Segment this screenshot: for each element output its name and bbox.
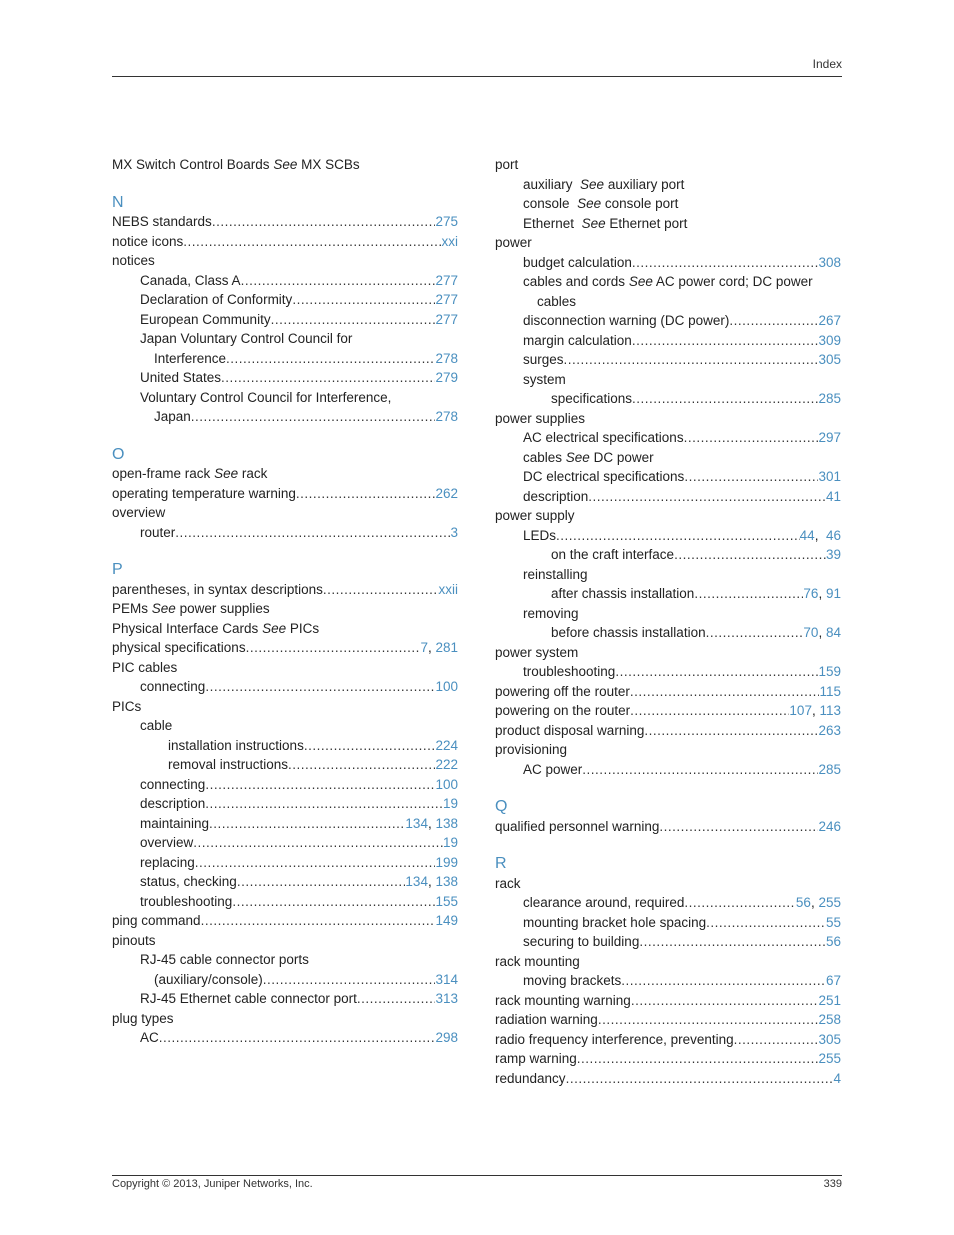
index-subentry: Ethernet See Ethernet port <box>523 215 688 231</box>
index-entry: plug types <box>112 1010 174 1026</box>
index-subentry: Voluntary Control Council for Interference, <box>140 389 392 405</box>
page-link[interactable]: 44 <box>799 527 815 543</box>
section-letter-p: P <box>112 561 123 578</box>
index-subentry: after chassis installation ..... 76, 91 <box>495 584 841 604</box>
index-subentry: before chassis installation ..... 70, 84 <box>495 623 841 643</box>
page-link[interactable]: 55 <box>825 914 841 930</box>
index-subentry: European Community ..... 277 <box>112 310 458 330</box>
footer-rule <box>112 1175 842 1176</box>
page-link[interactable]: 159 <box>818 664 841 679</box>
index-subentry: maintaining ..... 134, 138 <box>112 814 458 834</box>
index-subentry: Canada, Class A ..... 277 <box>112 271 458 291</box>
index-subentry: AC electrical specifications ..... 297 <box>495 428 841 448</box>
page-link[interactable]: 4 <box>833 1070 841 1086</box>
index-subentry: United States ..... 279 <box>112 368 458 388</box>
index-subentry: connecting ..... 100 <box>112 775 458 795</box>
page-link[interactable]: 138 <box>435 815 458 831</box>
page-link[interactable]: 7 <box>420 640 428 655</box>
page-link[interactable]: 100 <box>435 776 458 792</box>
index-subentry: moving brackets ..... 67 <box>495 971 841 991</box>
index-entry: PIC cables <box>112 659 178 675</box>
index-subentry: surges ..... 305 <box>495 350 841 370</box>
index-subentry: removal instructions ..... 222 <box>112 755 458 775</box>
page-link[interactable]: 275 <box>435 214 458 229</box>
index-subentry: removing <box>523 605 579 621</box>
index-entry: powering on the router ..... 107, 113 <box>495 701 841 721</box>
index-subentry: disconnection warning (DC power) ..... 267 <box>495 311 841 331</box>
index-entry: PEMs See power supplies <box>112 601 270 616</box>
index-subentry: LEDs ..... 44, 46 <box>495 526 841 546</box>
page-link[interactable]: 258 <box>818 1012 841 1027</box>
index-subentry: budget calculation ..... 308 <box>495 253 841 273</box>
index-entry: radiation warning ..... 258 <box>495 1010 841 1030</box>
index-subentry: AC ..... 298 <box>112 1028 458 1048</box>
page-link[interactable]: 277 <box>435 311 458 327</box>
page-link[interactable]: 84 <box>825 625 841 640</box>
page-link[interactable]: 115 <box>819 683 841 699</box>
page-link[interactable]: 301 <box>818 469 841 484</box>
page-link[interactable]: 19 <box>442 796 458 811</box>
index-subentry: clearance around, required ..... 56, 255 <box>495 893 841 913</box>
index-subentry: description ..... 19 <box>112 794 458 814</box>
index-entry: ramp warning ..... 255 <box>495 1049 841 1069</box>
index-entry: redundancy ..... 4 <box>495 1069 841 1089</box>
index-subentry: overview ..... 19 <box>112 833 458 853</box>
index-subentry: cables and cords See AC power cord; DC power <box>523 274 813 289</box>
page-link[interactable]: 19 <box>442 835 458 850</box>
header-rule <box>112 76 842 77</box>
page-link[interactable]: 279 <box>435 370 458 385</box>
index-subentry: margin calculation ..... 309 <box>495 331 841 351</box>
index-entry: overview <box>112 505 166 520</box>
page-link[interactable]: 277 <box>435 272 458 288</box>
index-subentry: specifications ..... 285 <box>495 389 841 409</box>
page-link[interactable]: 56 <box>825 934 841 949</box>
page-link[interactable]: xxii <box>438 581 458 597</box>
index-entry: radio frequency interference, preventing ..... 305 <box>495 1030 841 1050</box>
index-subentry: mounting bracket hole spacing ..... 55 <box>495 913 841 933</box>
index-subentry: Japan ..... 278 <box>112 407 458 427</box>
page-number: 339 <box>823 1178 842 1190</box>
index-subentry: Declaration of Conformity ..... 277 <box>112 290 458 310</box>
index-subentry: cables See DC power <box>523 449 654 465</box>
index-subentry: troubleshooting ..... 155 <box>112 892 458 912</box>
index-entry: Physical Interface Cards See PICs <box>112 620 320 636</box>
page-link[interactable]: 224 <box>435 737 458 753</box>
page-link[interactable]: 100 <box>435 679 458 694</box>
page-link[interactable]: 134 <box>405 874 428 889</box>
index-entry: pinouts <box>112 932 156 948</box>
page-link[interactable]: 308 <box>818 254 841 270</box>
index-entry: product disposal warning ..... 263 <box>495 721 841 741</box>
page-link[interactable]: 70 <box>803 625 819 640</box>
index-entry: notice icons ..... xxi <box>112 232 458 252</box>
index-entry: MX Switch Control Boards See MX SCBs <box>112 157 360 172</box>
index-entry: powering off the router ..... 115 <box>495 682 841 702</box>
page-link[interactable]: 41 <box>825 488 841 504</box>
page-link[interactable]: 285 <box>818 761 841 777</box>
index-entry: PICs <box>112 698 142 714</box>
page-link[interactable]: 67 <box>825 973 841 988</box>
index-subentry: Interference ..... 278 <box>112 349 458 369</box>
page-link[interactable]: 91 <box>825 586 841 601</box>
index-subentry: on the craft interface ..... 39 <box>495 545 841 565</box>
page-link[interactable]: 255 <box>818 895 841 910</box>
page-link[interactable]: 298 <box>435 1030 458 1045</box>
index-entry: rack <box>495 875 521 891</box>
page-link[interactable]: 199 <box>435 854 458 870</box>
index-entry: physical specifications ..... 7, 281 <box>112 638 458 658</box>
section-letter-o: O <box>112 445 125 463</box>
index-subentry: cable <box>140 718 173 733</box>
page-link[interactable]: 46 <box>825 527 841 543</box>
page-link[interactable]: 222 <box>435 757 458 772</box>
page-link[interactable]: 3 <box>450 524 458 540</box>
page-link[interactable]: 262 <box>435 485 458 501</box>
index-subentry: Japan Voluntary Control Council for <box>140 331 353 346</box>
index-subentry: cables <box>537 293 577 309</box>
index-entry: notices <box>112 253 155 268</box>
index-subentry: status, checking ..... 134, 138 <box>112 872 458 892</box>
index-subentry: connecting ..... 100 <box>112 677 458 697</box>
index-subentry: installation instructions ..... 224 <box>112 736 458 756</box>
index-column-left <box>112 155 458 1048</box>
page-link[interactable]: 107 <box>789 703 812 718</box>
page-link[interactable]: 263 <box>818 722 841 738</box>
page-link[interactable]: 314 <box>435 971 458 987</box>
page-link[interactable]: 281 <box>435 640 458 655</box>
page-link[interactable]: 251 <box>818 992 841 1008</box>
page-link[interactable]: 267 <box>818 313 841 328</box>
index-entry: parentheses, in syntax descriptions ..... xxii <box>112 580 458 600</box>
index-subentry: AC power ..... 285 <box>495 760 841 780</box>
page-link[interactable]: 113 <box>819 703 841 718</box>
index-entry: NEBS standards ..... 275 <box>112 212 458 232</box>
copyright-notice: Copyright © 2013, Juniper Networks, Inc. <box>112 1178 313 1190</box>
index-subentry: auxiliary See auxiliary port <box>523 176 685 192</box>
index-entry: open-frame rack See rack <box>112 466 268 481</box>
index-entry: ping command ..... 149 <box>112 911 458 931</box>
index-subentry: (auxiliary/console) ..... 314 <box>112 970 458 990</box>
page-link[interactable]: 313 <box>435 991 458 1006</box>
section-letter-r: R <box>495 855 507 872</box>
index-entry: rack mounting warning ..... 251 <box>495 991 841 1011</box>
page-link[interactable]: 76 <box>803 586 819 601</box>
section-letter-n: N <box>112 193 124 211</box>
page-link[interactable]: 305 <box>818 352 841 367</box>
page-link[interactable]: 278 <box>435 409 458 424</box>
index-subentry: RJ-45 cable connector ports <box>140 952 309 967</box>
index-subentry: console See console port <box>523 196 679 211</box>
index-entry: qualified personnel warning ..... 246 <box>495 817 841 837</box>
index-subentry: replacing ..... 199 <box>112 853 458 873</box>
page-link[interactable]: 134 <box>405 815 428 831</box>
index-subentry: description ..... 41 <box>495 487 841 507</box>
page-link[interactable]: 56 <box>795 895 811 910</box>
page-link[interactable]: 278 <box>435 350 458 366</box>
index-subentry: reinstalling <box>523 566 588 582</box>
index-subentry: DC electrical specifications ..... 301 <box>495 467 841 487</box>
page-link[interactable]: 39 <box>825 547 841 562</box>
index-subentry: router ..... 3 <box>112 523 458 543</box>
page-link[interactable]: 149 <box>435 913 458 928</box>
index-entry: port <box>495 157 519 172</box>
page-link[interactable]: 309 <box>818 332 841 348</box>
index-column-right <box>495 155 841 1088</box>
index-entry: operating temperature warning ..... 262 <box>112 484 458 504</box>
page-link[interactable]: 277 <box>435 292 458 307</box>
index-entry: power supply <box>495 508 575 523</box>
index-entry: power supplies <box>495 410 586 426</box>
page-link[interactable]: 297 <box>818 430 841 445</box>
page-link[interactable]: 155 <box>435 893 458 909</box>
page-link[interactable]: 305 <box>818 1031 841 1047</box>
index-subentry: securing to building ..... 56 <box>495 932 841 952</box>
page-link[interactable]: 138 <box>435 874 458 889</box>
page-link[interactable]: 246 <box>818 818 841 834</box>
index-entry: provisioning <box>495 742 568 757</box>
section-letter-q: Q <box>495 798 508 815</box>
page-link[interactable]: 285 <box>818 391 841 406</box>
running-header: Index <box>812 57 842 71</box>
page-link[interactable]: 255 <box>818 1051 841 1066</box>
index-entry: power <box>495 235 532 250</box>
index-subentry: RJ-45 Ethernet cable connector port ..... 313 <box>112 989 458 1009</box>
index-subentry: troubleshooting ..... 159 <box>495 662 841 682</box>
page-link[interactable]: xxi <box>441 233 458 249</box>
index-entry: rack mounting <box>495 953 580 969</box>
index-subentry: system <box>523 371 566 387</box>
index-entry: power system <box>495 644 579 660</box>
